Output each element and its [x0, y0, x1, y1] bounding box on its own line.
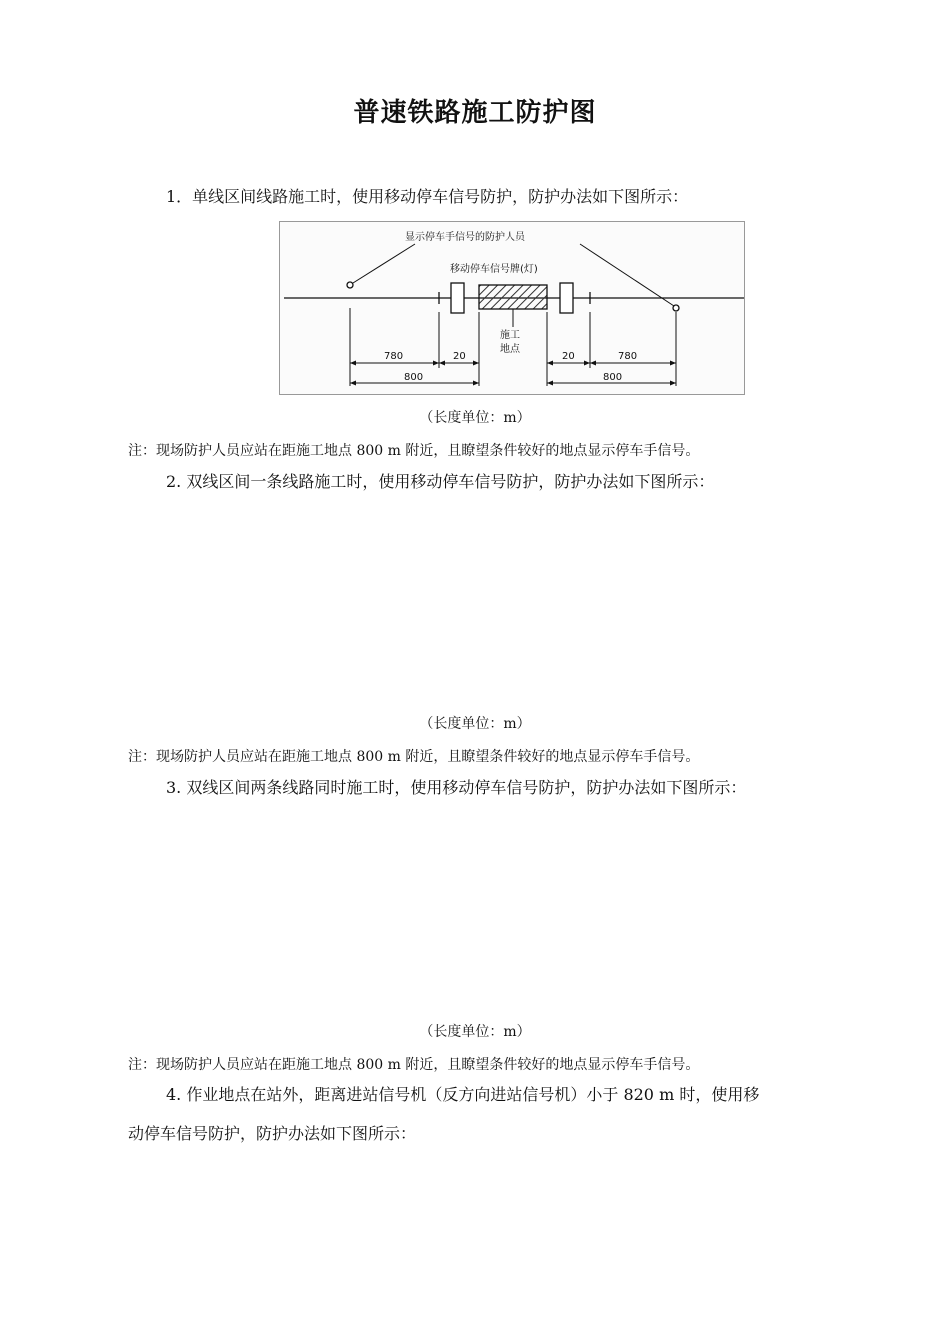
section-3-unit: （长度单位：m） [419, 1024, 531, 1040]
diagram-svg [280, 222, 746, 396]
section-4-text-line2: 动停车信号防护，防护办法如下图所示： [128, 1124, 417, 1143]
section-3-note: 注：现场防护人员应站在距施工地点 800 m 附近，且瞭望条件较好的地点显示停车手信号。 [128, 1057, 700, 1073]
section-1-note: 注：现场防护人员应站在距施工地点 800 m 附近，且瞭望条件较好的地点显示停车手信号。 [128, 443, 700, 459]
dim-label-right-800: 800 [603, 372, 623, 383]
dim-label-left-780: 780 [384, 351, 404, 362]
dim-label-left-800: 800 [404, 372, 424, 383]
section-2-note: 注：现场防护人员应站在距施工地点 800 m 附近，且瞭望条件较好的地点显示停车手信号。 [128, 749, 700, 765]
label-work-site-line1: 施工 [500, 330, 520, 341]
section-3-text: 3. 双线区间两条线路同时施工时，使用移动停车信号防护，防护办法如下图所示： [166, 778, 747, 797]
dim-label-right-20: 20 [562, 351, 575, 362]
left-stop-signal-board [451, 283, 464, 313]
person-leader-right [580, 244, 674, 306]
section-2-unit: （长度单位：m） [419, 716, 531, 732]
label-work-site-line2: 地点 [500, 344, 520, 355]
section-4-text-line1: 4. 作业地点在站外，距离进站信号机（反方向进站信号机）小于 820 m 时，使用移 [166, 1085, 760, 1104]
section-2-text: 2. 双线区间一条线路施工时，使用移动停车信号防护，防护办法如下图所示： [166, 472, 715, 491]
person-leader-left [353, 244, 415, 283]
work-site-hatched-block [479, 285, 547, 309]
single-line-protection-diagram [279, 221, 745, 395]
label-stop-signal-board: 移动停车信号牌(灯) [450, 264, 538, 275]
dim-label-left-20: 20 [453, 351, 466, 362]
left-protection-person-marker [347, 282, 353, 288]
dim-label-right-780: 780 [618, 351, 638, 362]
label-protection-person: 显示停车手信号的防护人员 [405, 232, 525, 243]
section-1-unit: （长度单位：m） [419, 410, 531, 426]
page-title: 普速铁路施工防护图 [353, 98, 597, 128]
section-1-text: 1．单线区间线路施工时，使用移动停车信号防护，防护办法如下图所示： [166, 187, 689, 206]
right-stop-signal-board [560, 283, 573, 313]
dimension-arrowheads [350, 361, 676, 386]
